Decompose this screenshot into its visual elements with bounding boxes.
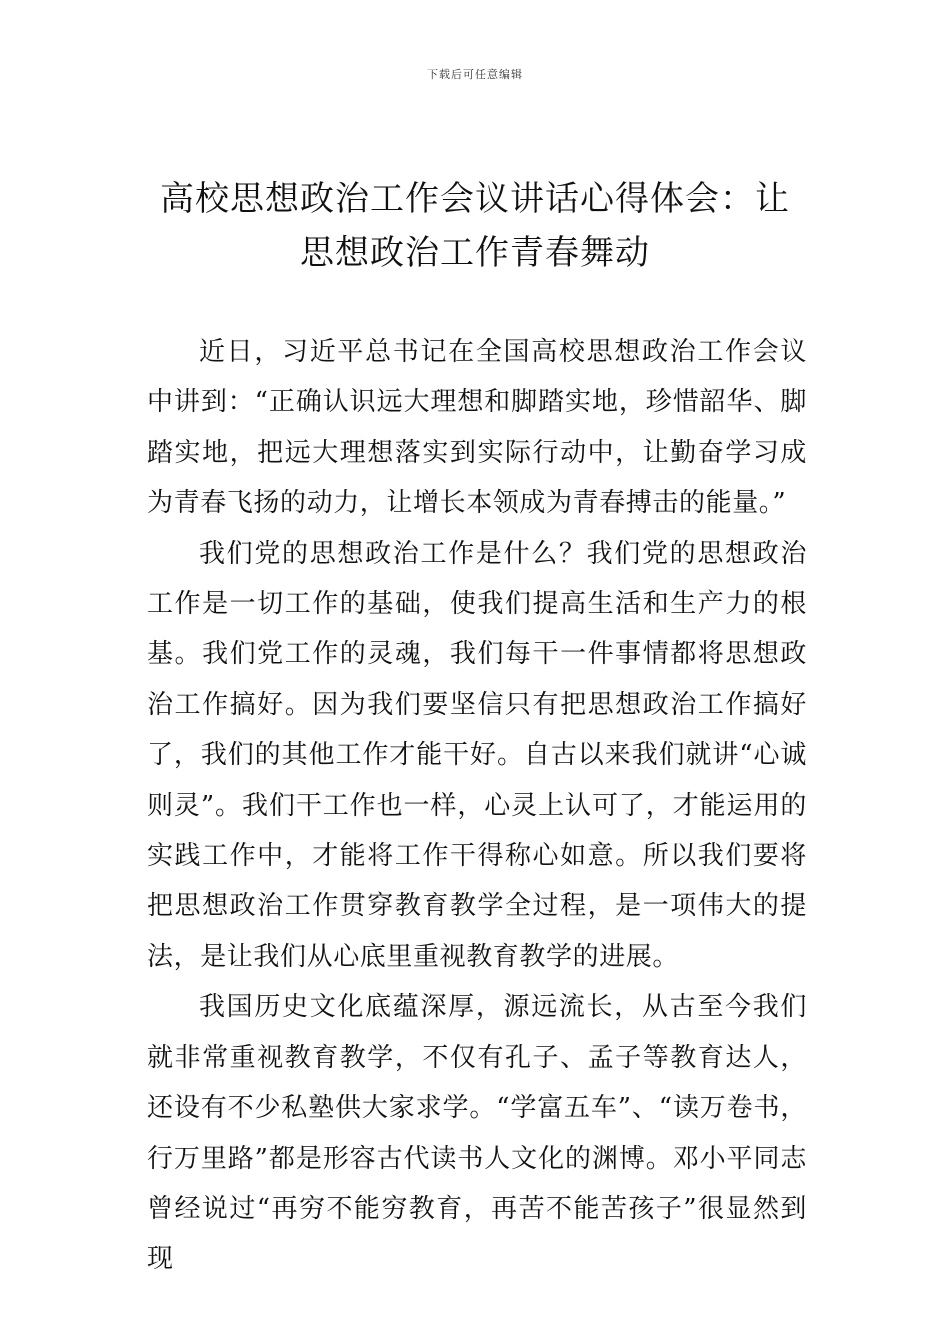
document-body: [147, 327, 807, 1285]
body-paragraph-3: 我国历史文化底蕴深厚，源远流长，从古至今我们就非常重视教育教学，不仅有孔子、孟子等教育达人，还设有不少私塾供大家求学。“学富五车”、“读万卷书，行万里路”都是形容古代读书人文化的渊博。邓小平同志曾经说过“再穷不能穷教育，再苦不能苦孩子”很显然到现: [147, 992, 807, 1275]
header-note: 下载后可任意编辑: [427, 68, 523, 81]
body-paragraph-2: 我们党的思想政治工作是什么？我们党的思想政治工作是一切工作的基础，使我们提高生活和生产力的根基。我们党工作的灵魂，我们每干一件事情都将思想政治工作搞好。因为我们要坚信只有把思想政治工作搞好了，我们的其他工作才能干好。自古以来我们就讲“心诚则灵”。我们干工作也一样，心灵上认可了，才能运用的实践工作中，才能将工作干得称心如意。所以我们要将把思想政治工作贯穿教育教学全过程，是一项伟大的提法，是让我们从心底里重视教育教学的进展。: [147, 538, 807, 972]
document-title: 高校思想政治工作会议讲话心得体会：让思想政治工作青春舞动: [160, 179, 790, 273]
body-paragraph-1: 近日，习近平总书记在全国高校思想政治工作会议中讲到：“正确认识远大理想和脚踏实地，珍惜韶华、脚踏实地，把远大理想落实到实际行动中，让勤奋学习成为青春飞扬的动力，让增长本领成为青春搏击的能量。”: [147, 337, 807, 519]
